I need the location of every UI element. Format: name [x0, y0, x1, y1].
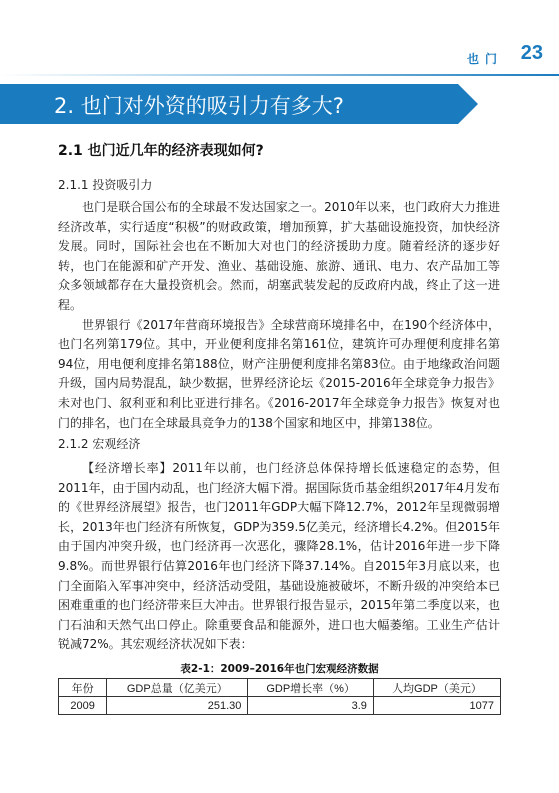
cell-growth: 3.9 [248, 697, 374, 715]
column-header-year: 年份 [59, 679, 107, 697]
page-number: 23 [520, 42, 543, 64]
chapter-banner [0, 84, 458, 124]
investment-body [58, 198, 500, 433]
table-header-row [59, 679, 501, 697]
subsection-title-investment: 2.1.1 投资吸引力 [58, 178, 153, 192]
banner-arrow [458, 84, 478, 124]
macro-body [58, 459, 500, 655]
column-header-growth: GDP增长率（%） [248, 679, 374, 697]
header-rule [0, 74, 559, 76]
table-caption: 表2-1：2009–2016年也门宏观经济数据 [180, 663, 379, 675]
cell-gdp: 251.30 [107, 697, 248, 715]
column-header-gdp: GDP总量（亿美元） [107, 679, 248, 697]
cell-year: 2009 [59, 697, 107, 715]
running-header-country: 也门 [466, 52, 503, 66]
paragraph: 世界银行《2017年营商环境报告》全球营商环境排名中，在190个经济体中，也门名列第179位。其中，开业便利度排名第161位，建筑许可办理便利度排名第94位，用电便利度排名第188位，财产注册便利度排名第83位。由于地缘政治问题升级，国内局势混乱，缺少数据，世界经济论坛《2015-2016年全球竞争力报告》未对也门、叙利亚和利比亚进行排名。《2016-2017年全球竞争力报告》恢复对也门的排名，也门在全球最具竞争力的138个国家和地区中，排第138位。 [58, 317, 500, 430]
subsection-title-macro: 2.1.2 宏观经济 [58, 437, 141, 451]
macro-data-table [58, 678, 501, 715]
section-title: 2.1 也门近几年的经济表现如何? [58, 143, 264, 159]
page-header [0, 40, 559, 76]
paragraph: 也门是联合国公布的全球最不发达国家之一。2010年以来，也门政府大力推进经济改革，实行适度“积极”的财政政策，增加预算，扩大基础设施投资，加快经济发展。同时，国际社会也在不断加大对也门的经济援助力度。随着经济的逐步好转，也门在能源和矿产开发、渔业、基础设施、旅游、通讯、电力、农产品加工等众多领域都存在大量投资机会。然而，胡塞武装发起的反政府内战，终止了这一进程。 [58, 200, 500, 312]
chapter-title: 2. 也门对外资的吸引力有多大? [54, 94, 344, 118]
cell-gdp-per-capita: 1077 [373, 697, 500, 715]
paragraph: 【经济增长率】2011年以前，也门经济总体保持增长低速稳定的态势，但2011年，由于国内动乱，也门经济大幅下滑。据国际货币基金组织2017年4月发布的《世界经济展望》报告，也门2011年GDP大幅下降12.7%，2012年呈现微弱增长，2013年也门经济有所恢复，GDP为359.5亿美元，经济增长4.2%。但2015年由于国内冲突升级，也门经济再一次恶化，骤降28.1%，估计2016年进一步下降9.8%。而世界银行估算2016年也门经济下降37.14%。自2015年3月底以来，也门全面陷入军事冲突中，经济活动受阻，基础设施被破坏，不断升级的冲突给本已困难重重的也门经济带来巨大冲击。世界银行报告显示，2015年第二季度以来，也门石油和天然气出口停止。除重要食品和能源外，进口也大幅萎缩。工业生产估计锐减72%。其宏观经济状况如下表： [58, 461, 500, 652]
column-header-gdp-per-capita: 人均GDP（美元） [373, 679, 500, 697]
table-row [59, 697, 501, 715]
